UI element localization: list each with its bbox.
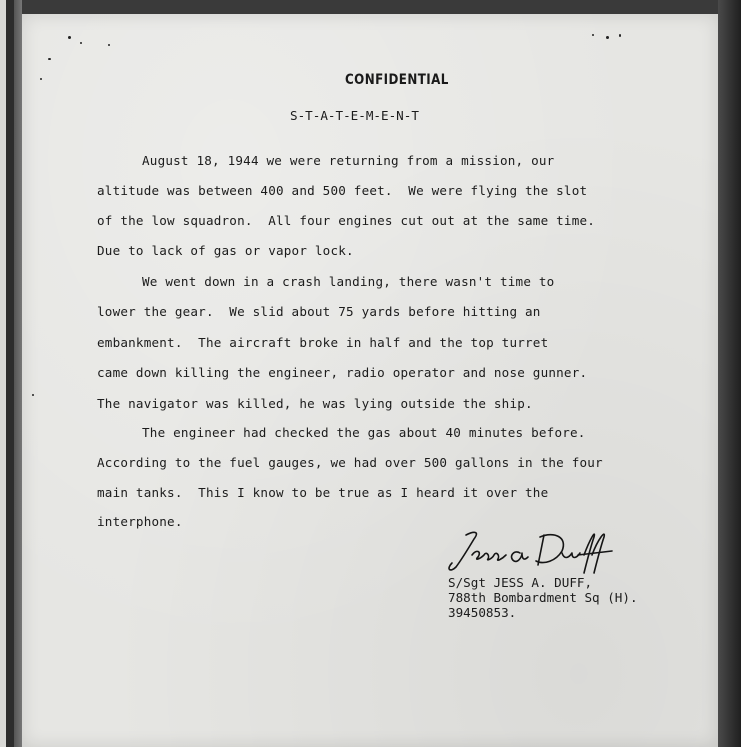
scan-speck: [108, 44, 110, 46]
body-line: The engineer had checked the gas about 40 minutes before.: [142, 425, 586, 440]
confidential-stamp: CONFIDENTIAL: [345, 72, 449, 88]
right-scan-border: [718, 0, 741, 747]
body-line: Due to lack of gas or vapor lock.: [97, 243, 354, 258]
body-line: of the low squadron. All four engines cut out at the same time.: [97, 213, 596, 228]
statement-heading: S-T-A-T-E-M-E-N-T: [290, 108, 419, 123]
scan-speck: [48, 58, 51, 60]
scan-speck: [32, 394, 34, 396]
signer-unit-line: 788th Bombardment Sq (H).: [448, 590, 638, 605]
scan-speck: [619, 34, 621, 37]
left-scan-border: [0, 0, 22, 747]
paper-sheet: [22, 14, 718, 747]
body-line: The navigator was killed, he was lying outside the ship.: [97, 396, 533, 411]
handwritten-signature: [444, 525, 624, 575]
signature-block: [448, 575, 638, 620]
body-line: main tanks. This I know to be true as I heard it over the: [97, 485, 549, 500]
body-line: embankment. The aircraft broke in half and the top turret: [97, 335, 549, 350]
scan-speck: [606, 36, 609, 39]
body-line: altitude was between 400 and 500 feet. We were flying the slot: [97, 183, 588, 198]
body-line: interphone.: [97, 514, 183, 529]
body-line: lower the gear. We slid about 75 yards before hitting an: [97, 304, 541, 319]
scan-speck: [68, 36, 71, 39]
signer-name-line: S/Sgt JESS A. DUFF,: [448, 575, 593, 590]
scan-speck: [592, 34, 594, 36]
scan-speck: [40, 78, 42, 80]
body-line: August 18, 1944 we were returning from a mission, our: [142, 153, 555, 168]
body-line: According to the fuel gauges, we had over 500 gallons in the four: [97, 455, 603, 470]
signer-serial-line: 39450853.: [448, 605, 517, 620]
body-line: came down killing the engineer, radio operator and nose gunner.: [97, 365, 588, 380]
body-line: We went down in a crash landing, there wasn't time to: [142, 274, 555, 289]
scan-speck: [80, 42, 82, 44]
